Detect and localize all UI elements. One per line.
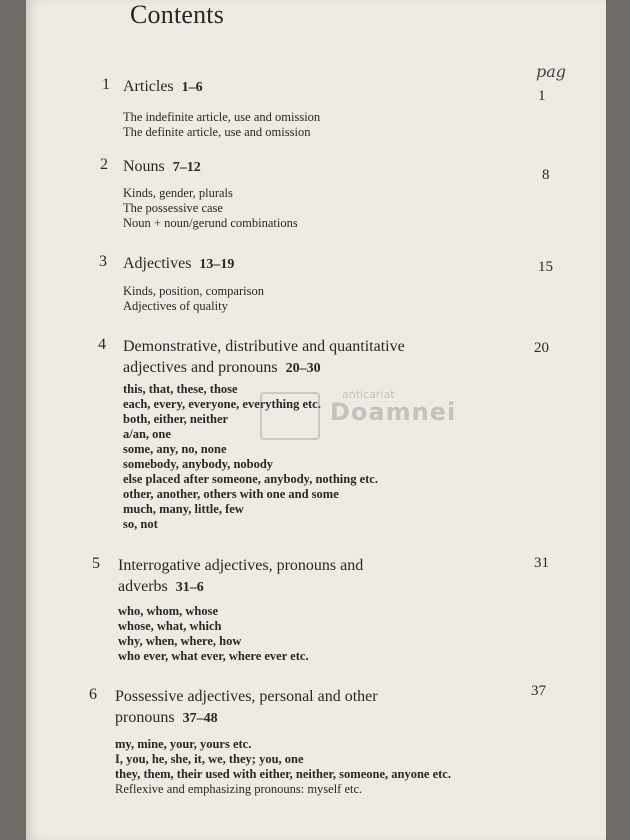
watermark-logo: anticariat Doamnei (260, 388, 430, 448)
chapter-page: 20 (534, 340, 549, 356)
topic: The possessive case (123, 201, 223, 215)
topic: why, when, where, how (118, 634, 242, 648)
chapter-range: 7–12 (172, 160, 201, 175)
topic: my, mine, your, yours etc. (115, 737, 252, 751)
handwritten-note: pag (536, 62, 567, 81)
topic: both, either, neither (123, 412, 229, 426)
chapter-page: 15 (538, 259, 553, 275)
topic: so, not (123, 517, 158, 531)
chapter-range: 31–6 (175, 580, 204, 595)
topic: they, them, their used with either, neither, someone, anyone etc. (115, 767, 451, 781)
topic: a/an, one (123, 427, 171, 441)
topic: I, you, he, she, it, we, they; you, one (115, 752, 304, 766)
page-title: Contents (130, 0, 225, 29)
topic: who ever, what ever, where ever etc. (118, 649, 309, 663)
topic: The definite article, use and omission (123, 125, 311, 139)
chapter-number: 1 (102, 76, 110, 93)
book-page (26, 0, 606, 840)
topic: Reflexive and emphasizing pronouns: myself etc. (115, 782, 363, 796)
topic: this, that, these, those (123, 382, 238, 396)
chapter-topics (123, 186, 298, 231)
topic: Kinds, gender, plurals (123, 186, 233, 200)
chapter-page: 37 (531, 683, 546, 699)
topic: Noun + noun/gerund combinations (123, 216, 298, 230)
topic: some, any, no, none (123, 442, 227, 456)
topic: Adjectives of quality (123, 299, 228, 313)
chapter-number: 6 (89, 686, 97, 703)
chapter-number: 4 (98, 336, 106, 353)
chapter-page: 1 (538, 88, 546, 104)
chapter-heading: Adjectives 13–19 (123, 255, 235, 272)
topic: Kinds, position, comparison (123, 284, 264, 298)
topic: each, every, everyone, everything etc. (123, 397, 321, 411)
topic: whose, what, which (118, 619, 222, 633)
chapter-heading: Articles 1–6 (123, 78, 203, 95)
chapter-range: 13–19 (199, 257, 235, 272)
chapter-range: 20–30 (285, 361, 321, 376)
topic: who, whom, whose (118, 604, 219, 618)
chapter-heading: Nouns 7–12 (123, 158, 201, 175)
chapter-number: 2 (100, 156, 108, 173)
topic: The indefinite article, use and omission (123, 110, 321, 124)
chapter-number: 5 (92, 555, 100, 572)
chapter-topics (115, 737, 451, 797)
topic: much, many, little, few (123, 502, 244, 516)
chapter-heading: Interrogative adjectives, pronouns and adverbs 31–6 (118, 557, 364, 595)
chapter-range: 37–48 (182, 711, 218, 726)
topic: somebody, anybody, nobody (123, 457, 274, 471)
topic: else placed after someone, anybody, nothing etc. (123, 472, 378, 486)
chapter-topics (123, 284, 264, 314)
chapter-page: 31 (534, 555, 549, 571)
book-stack-icon (260, 392, 320, 440)
chapter-heading: Demonstrative, distributive and quantitative adjectives and pronouns 20–30 (123, 338, 405, 376)
chapter-heading: Possessive adjectives, personal and other pronouns 37–48 (115, 688, 378, 726)
chapter-topics (118, 604, 309, 664)
chapter-page: 8 (542, 167, 550, 183)
chapter-number: 3 (99, 253, 107, 270)
topic: other, another, others with one and some (123, 487, 339, 501)
chapter-range: 1–6 (181, 80, 203, 95)
chapter-topics (123, 110, 320, 140)
